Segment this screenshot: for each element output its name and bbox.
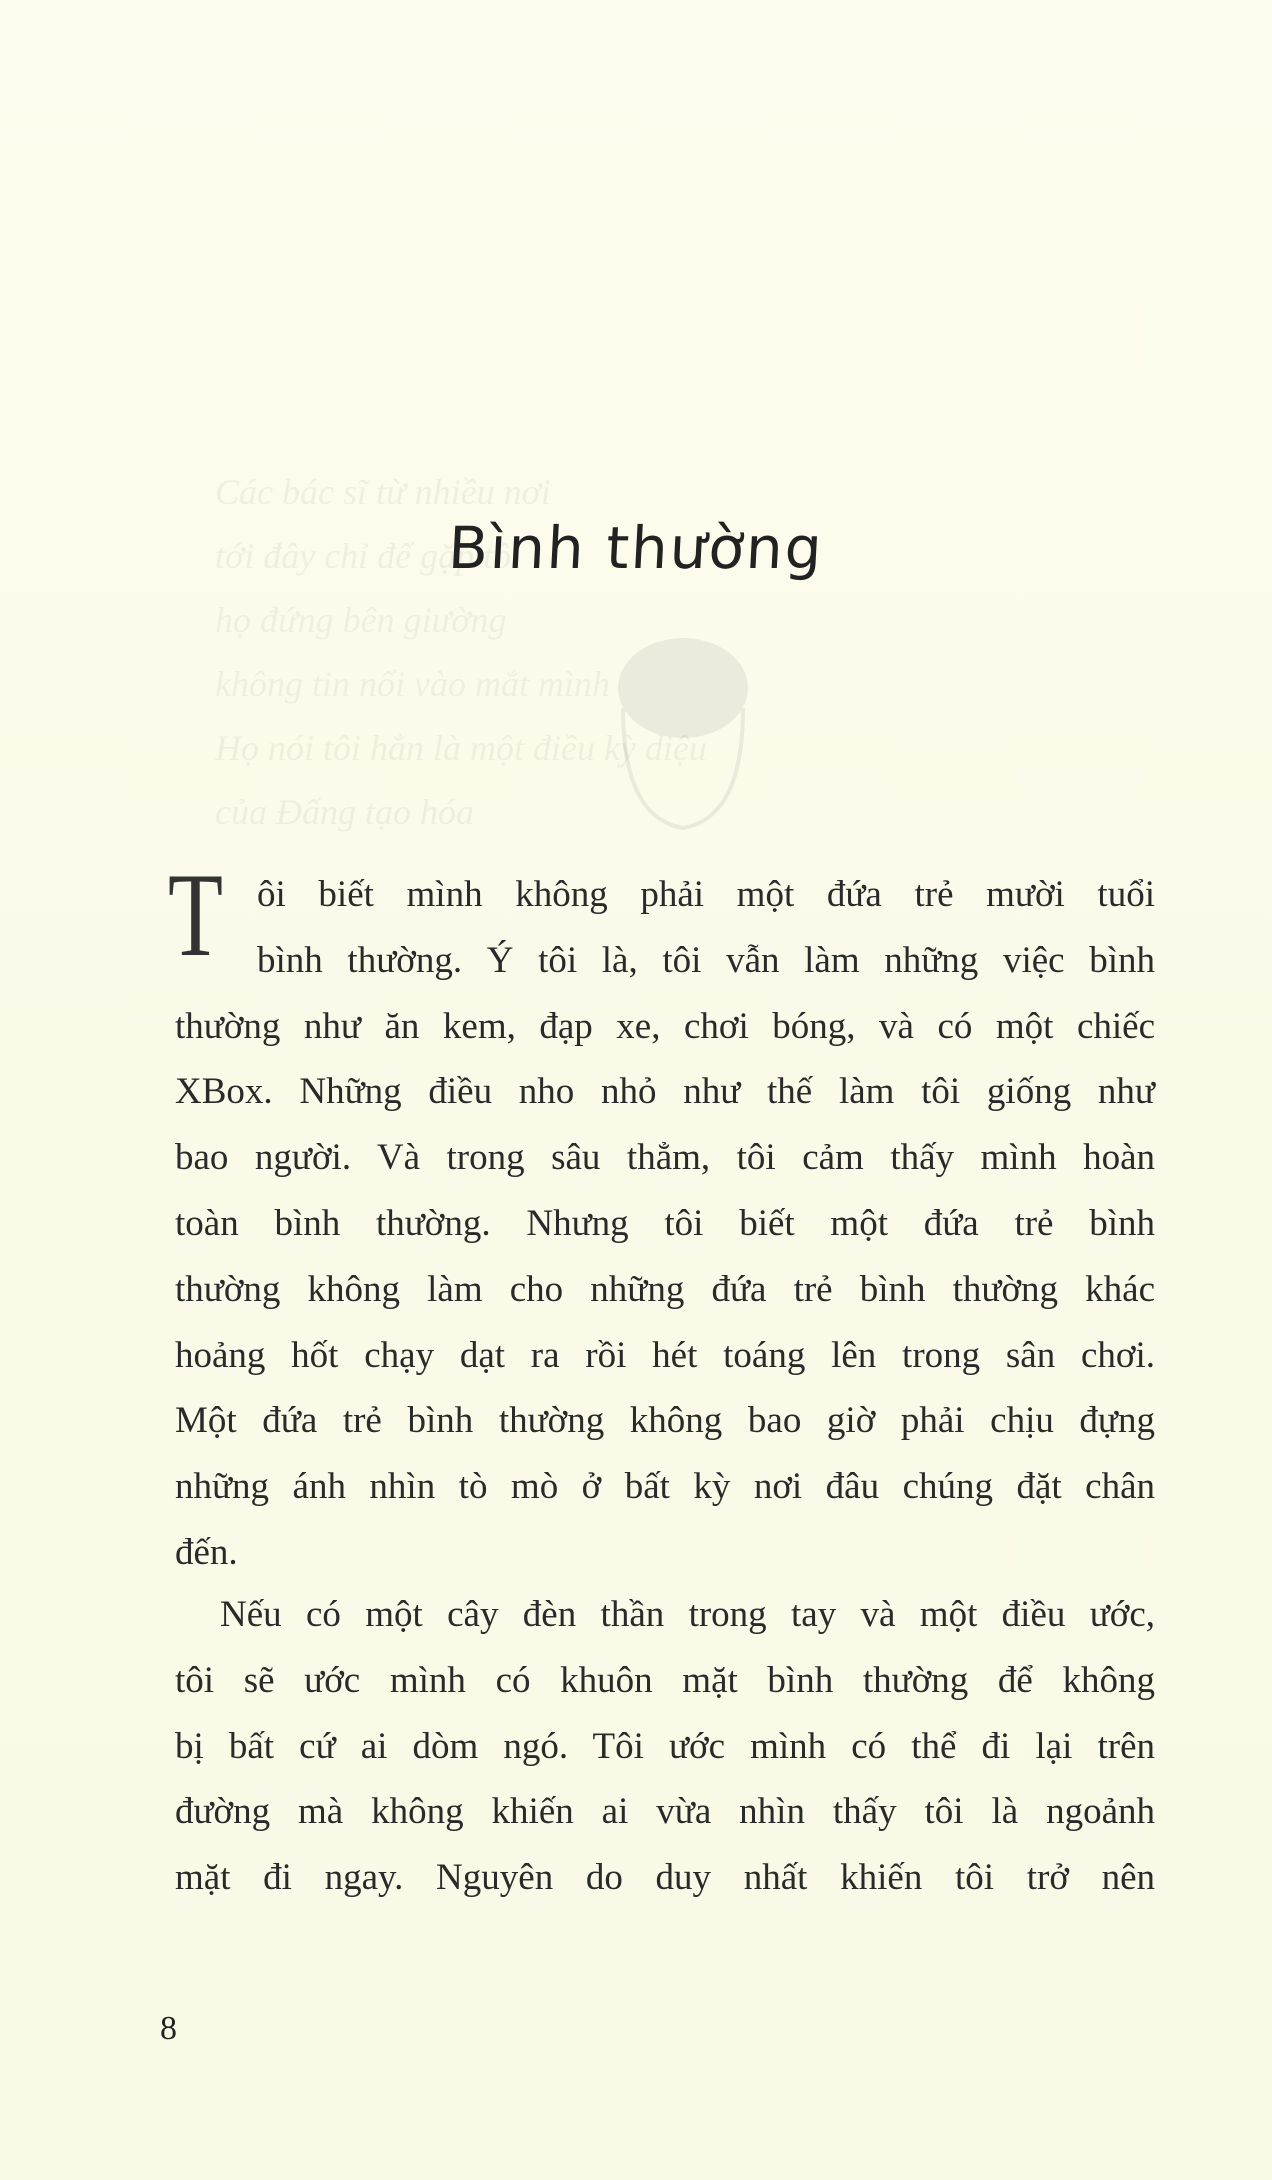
text-line: ôi biết mình không phải một đứa trẻ mười tuổi xyxy=(257,874,1155,915)
text-line: những ánh nhìn tò mò ở bất kỳ nơi đâu chúng đặt chân xyxy=(175,1466,1155,1508)
text-line: thường như ăn kem, đạp xe, chơi bóng, và có một chiếc xyxy=(175,1005,1155,1047)
text-line: bị bất cứ ai dòm ngó. Tôi ước mình có thể đi lại trên xyxy=(175,1725,1155,1767)
page-number: 8 xyxy=(160,2010,177,2047)
text-line: đường mà không khiến ai vừa nhìn thấy tôi là ngoảnh xyxy=(175,1791,1155,1833)
text-line: mặt đi ngay. Nguyên do duy nhất khiến tôi trở nên xyxy=(175,1857,1155,1899)
text-line: đến. xyxy=(175,1531,238,1573)
text-line: thường không làm cho những đứa trẻ bình thường khác xyxy=(175,1268,1155,1310)
text-line: Nếu có một cây đèn thần trong tay và một điều ước, xyxy=(220,1594,1155,1635)
show-through-text: Các bác sĩ từ nhiều nơi tới đây chỉ để gặp tôi họ đứng bên giường không tin nổi vào mắt mình Họ nói tôi hẳn là một điều kỳ diệu của Đấng tạo hóa xyxy=(215,472,707,832)
show-through-illustration xyxy=(608,618,758,848)
text-line: bao người. Và trong sâu thẳm, tôi cảm thấy mình hoàn xyxy=(175,1137,1155,1179)
paragraph-1 xyxy=(175,862,1155,1586)
text-line: bình thường. Ý tôi là, tôi vẫn làm những việc bình xyxy=(257,939,1155,981)
text-line: toàn bình thường. Nhưng tôi biết một đứa trẻ bình xyxy=(175,1202,1155,1244)
chapter-title: Bình thường xyxy=(446,513,826,582)
text-line: XBox. Những điều nho nhỏ như thế làm tôi giống như xyxy=(175,1071,1155,1113)
paragraph-2 xyxy=(175,1582,1155,1911)
text-line: Một đứa trẻ bình thường không bao giờ phải chịu đựng xyxy=(175,1400,1155,1442)
text-line: tôi sẽ ước mình có khuôn mặt bình thường để không xyxy=(175,1659,1155,1701)
text-line: hoảng hốt chạy dạt ra rồi hét toáng lên trong sân chơi. xyxy=(175,1334,1155,1376)
drop-cap: T xyxy=(168,848,223,981)
